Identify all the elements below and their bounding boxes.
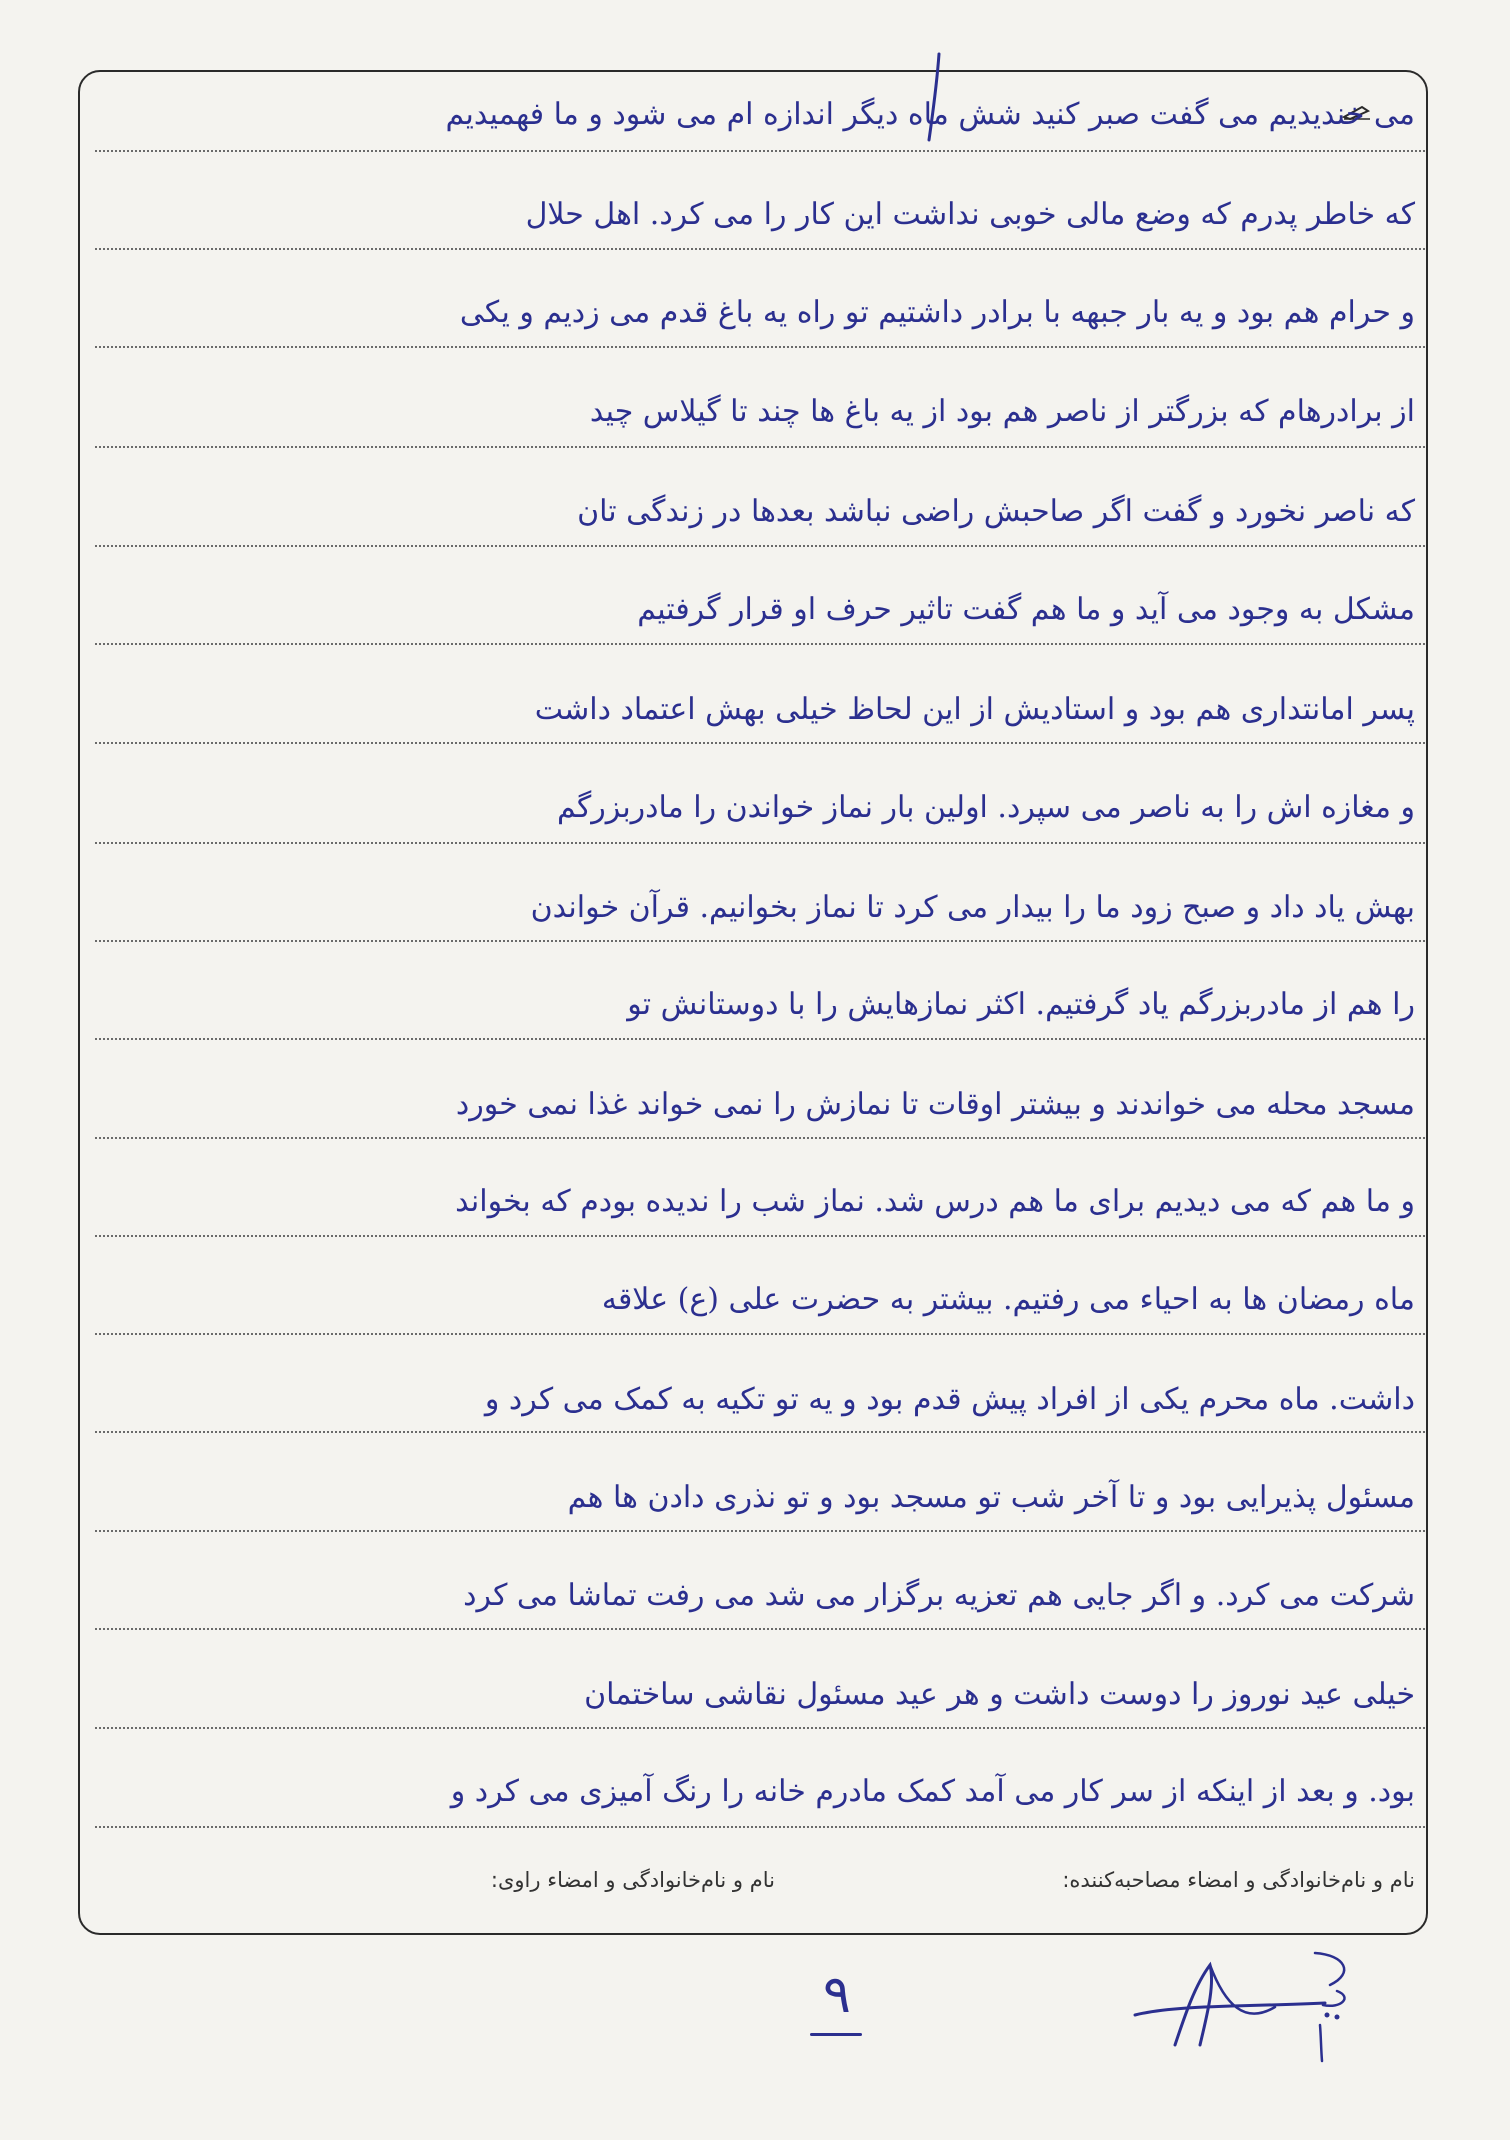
dotted-rule bbox=[95, 1235, 1425, 1237]
dotted-rule bbox=[95, 346, 1425, 348]
handwritten-line: مسئول پذیرایی بود و تا آخر شب تو مسجد بود و تو نذری دادن ها هم bbox=[567, 1480, 1415, 1515]
handwritten-line: و ما هم که می دیدیم برای ما هم درس شد. نماز شب را ندیده بودم که بخواند bbox=[455, 1184, 1415, 1219]
dotted-rule bbox=[95, 1826, 1425, 1828]
dotted-rule bbox=[95, 1530, 1425, 1532]
handwritten-line: مشکل به وجود می آید و ما هم گفت تاثیر حرف او قرار گرفتیم bbox=[637, 592, 1415, 627]
handwritten-line: و حرام هم بود و یه بار جبهه با برادر داشتیم تو راه یه باغ قدم می زدیم و یکی bbox=[459, 295, 1415, 330]
dotted-rule bbox=[95, 1628, 1425, 1630]
handwritten-line: بود. و بعد از اینکه از سر کار می آمد کمک مادرم خانه را رنگ آمیزی می کرد و bbox=[450, 1774, 1415, 1809]
handwritten-line: ماه رمضان ها به احیاء می رفتیم. بیشتر به حضرت علی (ع) علاقه bbox=[601, 1282, 1415, 1317]
page-number-underline bbox=[810, 2033, 862, 2036]
dotted-rule bbox=[95, 446, 1425, 448]
dotted-rule bbox=[95, 1727, 1425, 1729]
handwritten-line: را هم از مادربزرگم یاد گرفتیم. اکثر نمازهایش را با دوستانش تو bbox=[627, 987, 1415, 1022]
signature-mark bbox=[1115, 1945, 1395, 2065]
dotted-rule bbox=[95, 150, 1425, 152]
handwritten-line: از برادرهام که بزرگتر از ناصر هم بود از یه باغ ها چند تا گیلاس چید bbox=[589, 394, 1415, 429]
handwritten-line: خیلی عید نوروز را دوست داشت و هر عید مسئول نقاشی ساختمان bbox=[584, 1677, 1415, 1712]
handwritten-line: و مغازه اش را به ناصر می سپرد. اولین بار نماز خواندن را مادربزرگم bbox=[557, 790, 1415, 825]
handwritten-line: شرکت می کرد. و اگر جایی هم تعزیه برگزار می شد می رفت تماشا می کرد bbox=[463, 1578, 1415, 1613]
handwritten-line: بهش یاد داد و صبح زود ما را بیدار می کرد تا نماز بخوانیم. قرآن خواندن bbox=[530, 890, 1415, 925]
dotted-rule bbox=[95, 742, 1425, 744]
dotted-rule bbox=[95, 1431, 1425, 1433]
dotted-rule bbox=[95, 545, 1425, 547]
handwritten-line: که ناصر نخورد و گفت اگر صاحبش راضی نباشد بعدها در زندگی تان bbox=[577, 494, 1415, 529]
handwritten-line: مسجد محله می خواندند و بیشتر اوقات تا نمازش را نمی خواند غذا نمی خورد bbox=[455, 1087, 1415, 1122]
handwritten-line: که خاطر پدرم که وضع مالی خوبی نداشت این کار را می کرد. اهل حلال bbox=[525, 197, 1415, 232]
handwritten-line: پسر امانتداری هم بود و استادیش از این لحاظ خیلی بهش اعتماد داشت bbox=[534, 692, 1415, 727]
dotted-rule bbox=[95, 1137, 1425, 1139]
dotted-rule bbox=[95, 940, 1425, 942]
dotted-rule bbox=[95, 1333, 1425, 1335]
dotted-rule bbox=[95, 248, 1425, 250]
handwritten-line: داشت. ماه محرم یکی از افراد پیش قدم بود و یه تو تکیه به کمک می کرد و bbox=[484, 1382, 1415, 1417]
interviewer-signature-label: نام و نام‌خانوادگی و امضاء مصاحبه‌کننده: bbox=[1062, 1868, 1415, 1892]
page-number: ٩ bbox=[823, 1965, 851, 2025]
dotted-rule bbox=[95, 1038, 1425, 1040]
handwritten-line: می خندیدیم می گفت صبر کنید شش ماه دیگر اندازه ام می شود و ما فهمیدیم bbox=[445, 97, 1415, 132]
dotted-rule bbox=[95, 643, 1425, 645]
narrator-signature-label: نام و نام‌خانوادگی و امضاء راوی: bbox=[490, 1868, 775, 1892]
dotted-rule bbox=[95, 842, 1425, 844]
signature-footer bbox=[95, 1868, 1415, 1908]
